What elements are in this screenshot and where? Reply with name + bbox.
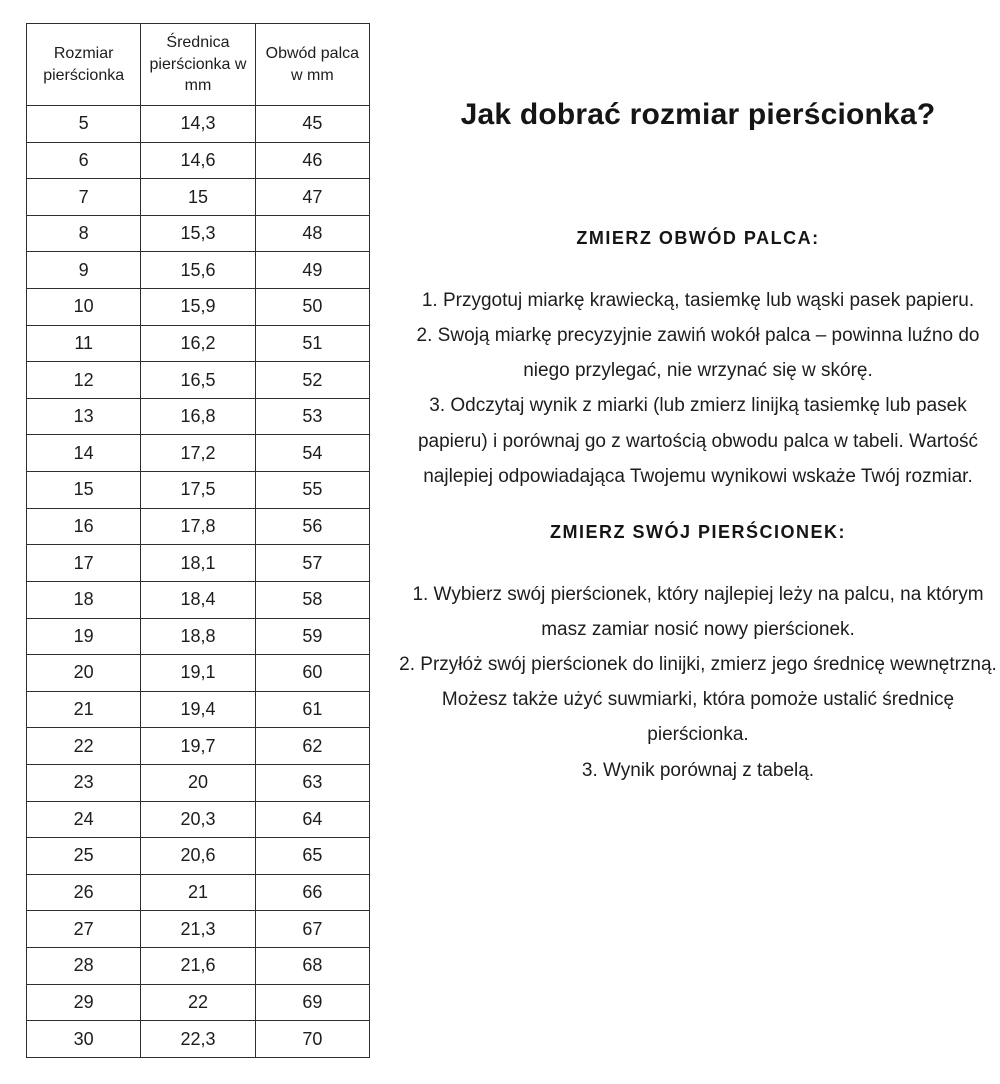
- finger-circumference-cell: 61: [255, 691, 369, 728]
- ring-size-cell: 26: [27, 874, 141, 911]
- finger-circumference-cell: 59: [255, 618, 369, 655]
- finger-circumference-cell: 58: [255, 581, 369, 618]
- step-text: 3. Wynik porównaj z tabelą.: [581, 759, 815, 781]
- table-row: [27, 655, 370, 692]
- table-row: [27, 545, 370, 582]
- column-header-ring-size: Rozmiar pierścionka: [27, 24, 141, 106]
- ring-size-cell: 27: [27, 911, 141, 948]
- ring-diameter-cell: 16,5: [141, 362, 255, 399]
- table-row: [27, 911, 370, 948]
- section-measure-ring: [398, 522, 998, 788]
- finger-circumference-cell: 63: [255, 764, 369, 801]
- ring-diameter-cell: 15,9: [141, 289, 255, 326]
- ring-size-cell: 8: [27, 215, 141, 252]
- table-row: [27, 764, 370, 801]
- table-row: [27, 838, 370, 875]
- finger-circumference-cell: 46: [255, 142, 369, 179]
- ring-size-cell: 7: [27, 179, 141, 216]
- ring-diameter-cell: 21,3: [141, 911, 255, 948]
- ring-diameter-cell: 21: [141, 874, 255, 911]
- section-heading-measure-finger: ZMIERZ OBWÓD PALCA:: [576, 228, 820, 248]
- ring-size-cell: 23: [27, 764, 141, 801]
- finger-circumference-cell: 65: [255, 838, 369, 875]
- ring-diameter-cell: 18,4: [141, 581, 255, 618]
- table-row: [27, 801, 370, 838]
- finger-circumference-cell: 68: [255, 948, 369, 985]
- column-header-finger-circumference: Obwód palca w mm: [255, 24, 369, 106]
- table-row: [27, 179, 370, 216]
- ring-diameter-cell: 20: [141, 764, 255, 801]
- ring-size-cell: 6: [27, 142, 141, 179]
- finger-circumference-cell: 49: [255, 252, 369, 289]
- size-table-body: [27, 106, 370, 1058]
- finger-circumference-cell: 70: [255, 1021, 369, 1058]
- table-row: [27, 472, 370, 509]
- finger-circumference-cell: 60: [255, 655, 369, 692]
- section-measure-finger: [398, 228, 998, 494]
- finger-circumference-cell: 50: [255, 289, 369, 326]
- ring-size-cell: 17: [27, 545, 141, 582]
- table-row: [27, 581, 370, 618]
- finger-circumference-cell: 64: [255, 801, 369, 838]
- ring-size-cell: 12: [27, 362, 141, 399]
- ring-diameter-cell: 18,1: [141, 545, 255, 582]
- ring-diameter-cell: 16,2: [141, 325, 255, 362]
- step-text: 2. Swoją miarkę precyzyjnie zawiń wokół palca – powinna luźno do niego przylegać, nie wrzynać się w skórę.: [416, 325, 980, 382]
- steps-measure-finger: [398, 283, 998, 494]
- table-row: [27, 508, 370, 545]
- table-row: [27, 874, 370, 911]
- ring-diameter-cell: 20,6: [141, 838, 255, 875]
- finger-circumference-cell: 57: [255, 545, 369, 582]
- ring-diameter-cell: 20,3: [141, 801, 255, 838]
- ring-size-cell: 18: [27, 581, 141, 618]
- ring-diameter-cell: 14,3: [141, 106, 255, 143]
- finger-circumference-cell: 67: [255, 911, 369, 948]
- page-title: Jak dobrać rozmiar pierścionka?: [460, 98, 936, 131]
- steps-measure-ring: [398, 577, 998, 788]
- section-heading-measure-ring: ZMIERZ SWÓJ PIERŚCIONEK:: [549, 521, 846, 542]
- finger-circumference-cell: 48: [255, 215, 369, 252]
- ring-diameter-cell: 18,8: [141, 618, 255, 655]
- table-row: [27, 728, 370, 765]
- step-text: 1. Przygotuj miarkę krawiecką, tasiemkę lub wąski pasek papieru.: [421, 290, 975, 311]
- ring-diameter-cell: 14,6: [141, 142, 255, 179]
- ring-diameter-cell: 19,7: [141, 728, 255, 765]
- ring-size-cell: 5: [27, 106, 141, 143]
- finger-circumference-cell: 47: [255, 179, 369, 216]
- ring-diameter-cell: 17,5: [141, 472, 255, 509]
- finger-circumference-cell: 54: [255, 435, 369, 472]
- ring-size-cell: 16: [27, 508, 141, 545]
- table-row: [27, 252, 370, 289]
- ring-diameter-cell: 15,6: [141, 252, 255, 289]
- step-text: 2. Przyłóż swój pierścionek do linijki, zmierz jego średnicę wewnętrzną. Możesz także użyć suwmiarki, która pomoże ustalić średnicę pierścionka.: [399, 654, 997, 746]
- table-row: [27, 398, 370, 435]
- table-row: [27, 1021, 370, 1058]
- finger-circumference-cell: 62: [255, 728, 369, 765]
- ring-size-cell: 9: [27, 252, 141, 289]
- ring-size-cell: 11: [27, 325, 141, 362]
- ring-size-cell: 14: [27, 435, 141, 472]
- table-row: [27, 691, 370, 728]
- ring-diameter-cell: 19,4: [141, 691, 255, 728]
- ring-diameter-cell: 22,3: [141, 1021, 255, 1058]
- finger-circumference-cell: 55: [255, 472, 369, 509]
- table-row: [27, 289, 370, 326]
- table-row: [27, 948, 370, 985]
- ring-size-table: [26, 23, 370, 1058]
- table-row: [27, 984, 370, 1021]
- ring-size-table-header: [27, 24, 370, 106]
- finger-circumference-cell: 51: [255, 325, 369, 362]
- ring-size-cell: 21: [27, 691, 141, 728]
- column-header-ring-diameter: Średnica pierścionka w mm: [141, 24, 255, 106]
- step-text: 3. Odczytaj wynik z miarki (lub zmierz linijką tasiemkę lub pasek papieru) i porównaj go z wartością obwodu palca w tabeli. Wartość najlepiej odpowiadająca Twojemu wynikowi wskaże Twój rozmiar.: [417, 395, 979, 487]
- ring-size-cell: 15: [27, 472, 141, 509]
- ring-size-cell: 10: [27, 289, 141, 326]
- table-row: [27, 362, 370, 399]
- ring-size-cell: 19: [27, 618, 141, 655]
- ring-diameter-cell: 16,8: [141, 398, 255, 435]
- ring-diameter-cell: 15,3: [141, 215, 255, 252]
- finger-circumference-cell: 69: [255, 984, 369, 1021]
- finger-circumference-cell: 66: [255, 874, 369, 911]
- ring-size-cell: 13: [27, 398, 141, 435]
- finger-circumference-cell: 53: [255, 398, 369, 435]
- ring-diameter-cell: 22: [141, 984, 255, 1021]
- ring-diameter-cell: 17,8: [141, 508, 255, 545]
- table-row: [27, 215, 370, 252]
- step-text: 1. Wybierz swój pierścionek, który najlepiej leży na palcu, na którym masz zamiar nosić nowy pierścionek.: [412, 583, 984, 640]
- ring-size-cell: 30: [27, 1021, 141, 1058]
- table-row: [27, 142, 370, 179]
- table-header-row: [27, 24, 370, 106]
- ring-size-cell: 24: [27, 801, 141, 838]
- table-row: [27, 435, 370, 472]
- ring-diameter-cell: 21,6: [141, 948, 255, 985]
- table-row: [27, 106, 370, 143]
- finger-circumference-cell: 52: [255, 362, 369, 399]
- ring-size-cell: 22: [27, 728, 141, 765]
- ring-diameter-cell: 19,1: [141, 655, 255, 692]
- ring-size-cell: 25: [27, 838, 141, 875]
- ring-size-cell: 28: [27, 948, 141, 985]
- table-row: [27, 618, 370, 655]
- finger-circumference-cell: 45: [255, 106, 369, 143]
- instructions-panel: [398, 0, 998, 788]
- ring-size-cell: 29: [27, 984, 141, 1021]
- ring-diameter-cell: 15: [141, 179, 255, 216]
- finger-circumference-cell: 56: [255, 508, 369, 545]
- ring-size-cell: 20: [27, 655, 141, 692]
- table-row: [27, 325, 370, 362]
- ring-diameter-cell: 17,2: [141, 435, 255, 472]
